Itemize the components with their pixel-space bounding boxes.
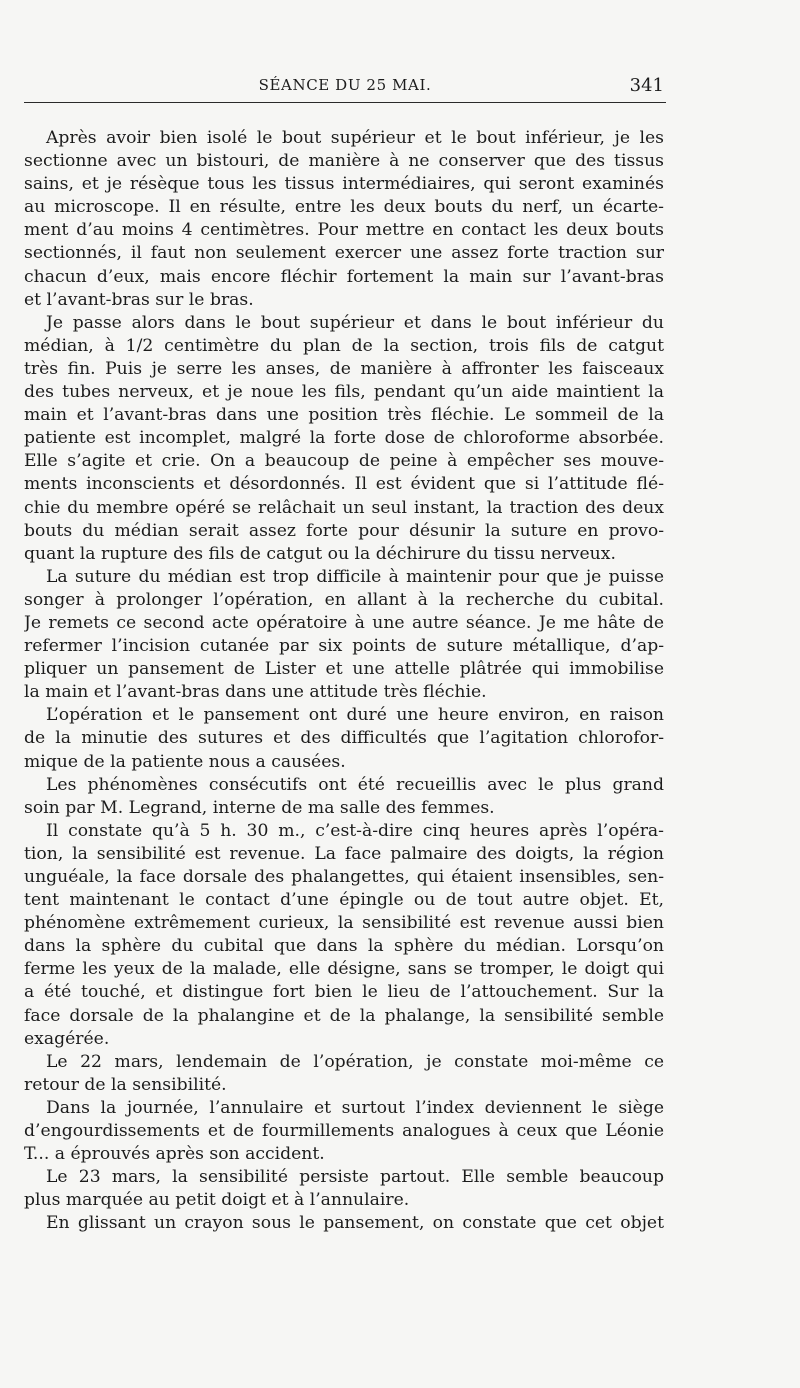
text-line: Les phénomènes consécutifs ont été recueillis avec le plus grand [46, 774, 664, 795]
text-line: a été touché, et distingue fort bien le lieu de l’attouchement. Sur la [24, 982, 664, 1003]
text-line: Après avoir bien isolé le bout supérieur et le bout inférieur, je les [46, 128, 664, 148]
text-line: tent maintenant le contact d’une épingle ou de tout autre objet. Et, [24, 890, 664, 911]
text-line: sectionnés, il faut non seulement exercer une assez forte traction sur [24, 243, 664, 264]
text-line: La suture du médian est trop difficile à maintenir pour que je puisse [46, 566, 664, 587]
text-line: Je remets ce second acte opératoire à une autre séance. Je me hâte de [24, 612, 664, 633]
text-line: mique de la patiente nous a causées. [24, 751, 346, 772]
text-line: Dans la journée, l’annulaire et surtout l’index deviennent le siège [46, 1097, 664, 1118]
text-line: Elle s’agite et crie. On a beaucoup de peine à empêcher ses mouve- [24, 451, 664, 472]
text-line: sains, et je résèque tous les tissus intermédiaires, qui seront examinés [24, 174, 664, 195]
text-line: au microscope. Il en résulte, entre les deux bouts du nerf, un écarte- [24, 197, 664, 218]
text-line: refermer l’incision cutanée par six points de suture métallique, d’ap- [24, 636, 664, 657]
text-line: Je passe alors dans le bout supérieur et dans le bout inférieur du [46, 312, 664, 333]
text-line: ments inconscients et désordonnés. Il est évident que si l’attitude flé- [24, 474, 664, 495]
text-line: Le 22 mars, lendemain de l’opération, je constate moi-même ce [46, 1051, 664, 1072]
running-title: SÉANCE DU 25 MAI. [258, 76, 432, 94]
page-header [24, 72, 666, 103]
text-line: des tubes nerveux, et je noue les fils, pendant qu’un aide maintient la [24, 382, 664, 403]
text-line: ferme les yeux de la malade, elle désigne, sans se tromper, le doigt qui [24, 959, 664, 980]
text-line: sectionne avec un bistouri, de manière à ne conserver que des tissus [24, 151, 664, 172]
text-line: En glissant un crayon sous le pansement, on constate que cet objet [46, 1213, 664, 1234]
text-line: phénomène extrêmement curieux, la sensibilité est revenue aussi bien [24, 913, 664, 934]
text-line: ment d’au moins 4 centimètres. Pour mettre en contact les deux bouts [24, 220, 664, 241]
text-line: unguéale, la face dorsale des phalangettes, qui étaient insensibles, sen- [24, 867, 664, 887]
text-line: chie du membre opéré se relâchait un seul instant, la traction des deux [24, 497, 664, 518]
text-line: L’opération et le pansement ont duré une heure environ, en raison [46, 705, 664, 726]
text-line: face dorsale de la phalangine et de la phalange, la sensibilité semble [24, 1005, 664, 1026]
page-number: 341 [629, 75, 664, 96]
text-line: quant la rupture des fils de catgut ou la déchirure du tissu nerveux. [24, 543, 616, 564]
text-line: soin par M. Legrand, interne de ma salle des femmes. [24, 797, 495, 818]
text-line: songer à prolonger l’opération, en allant à la recherche du cubital. [24, 589, 664, 610]
text-line: et l’avant-bras sur le bras. [24, 289, 254, 310]
text-line: Le 23 mars, la sensibilité persiste partout. Elle semble beaucoup [46, 1167, 664, 1188]
text-line: pliquer un pansement de Lister et une attelle plâtrée qui immobilise [24, 659, 664, 680]
text-line: dans la sphère du cubital que dans la sphère du médian. Lorsqu’on [24, 936, 664, 957]
text-line: T... a éprouvés après son accident. [24, 1144, 325, 1165]
text-line: plus marquée au petit doigt et à l’annulaire. [24, 1190, 410, 1211]
body-text [24, 127, 664, 1236]
text-line: de la minutie des sutures et des difficultés que l’agitation chlorofor- [24, 728, 664, 749]
text-line: Il constate qu’à 5 h. 30 m., c’est-à-dire cinq heures après l’opéra- [46, 820, 664, 841]
text-line: la main et l’avant-bras dans une attitude très fléchie. [24, 682, 487, 703]
text-line: très fin. Puis je serre les anses, de manière à affronter les faisceaux [24, 358, 664, 379]
text-line: chacun d’eux, mais encore fléchir fortement la main sur l’avant-bras [24, 266, 664, 287]
text-line: main et l’avant-bras dans une position très fléchie. Le sommeil de la [24, 405, 664, 426]
text-line: d’engourdissements et de fourmillements analogues à ceux que Léonie [24, 1121, 664, 1142]
text-line: exagérée. [24, 1028, 110, 1049]
text-line: retour de la sensibilité. [24, 1074, 227, 1095]
text-line: tion, la sensibilité est revenue. La face palmaire des doigts, la région [24, 843, 664, 864]
text-line: bouts du médian serait assez forte pour désunir la suture en provo- [24, 520, 664, 541]
text-line: médian, à 1/2 centimètre du plan de la section, trois fils de catgut [24, 335, 664, 356]
text-line: patiente est incomplet, malgré la forte dose de chloroforme absorbée. [24, 428, 664, 449]
